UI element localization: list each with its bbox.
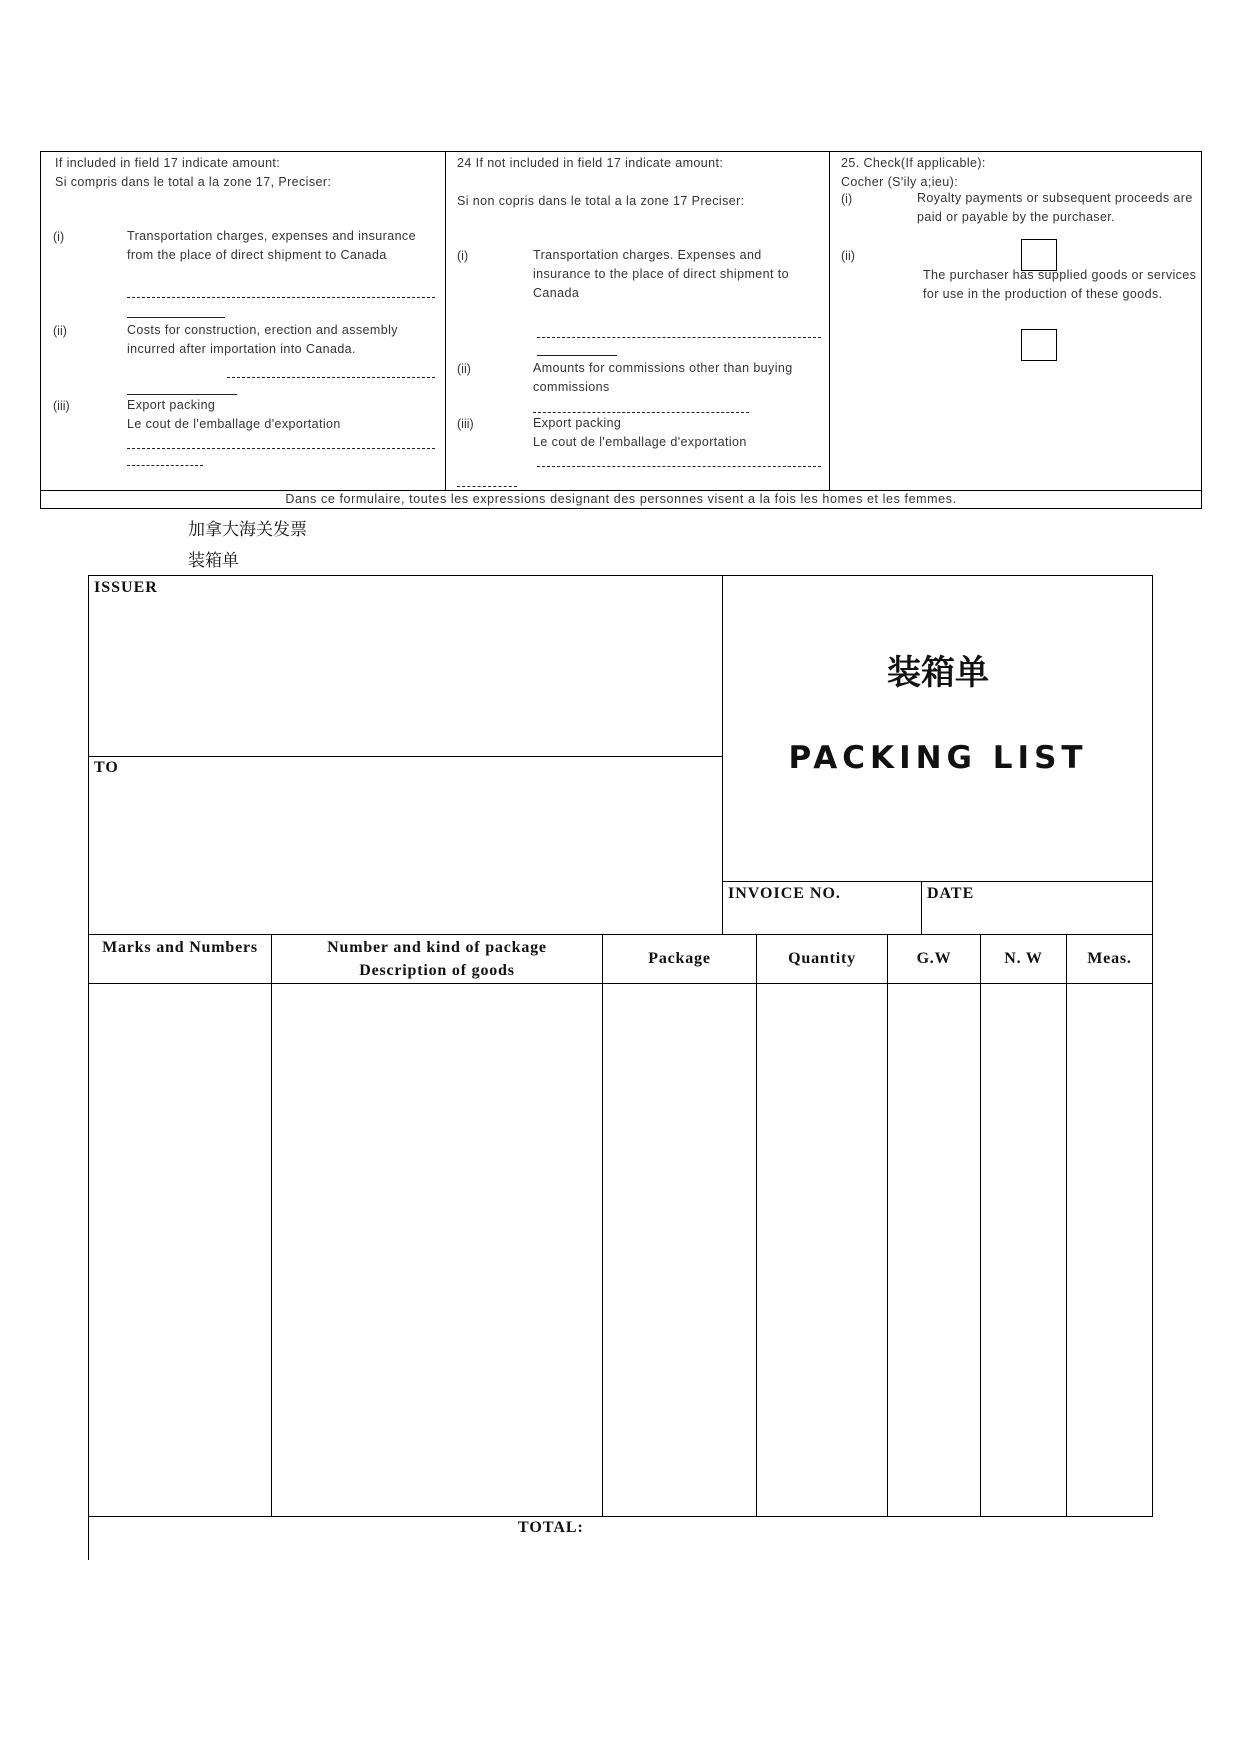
customs-fields-table xyxy=(40,151,1202,509)
nw-cell[interactable] xyxy=(981,984,1066,1516)
col1-item1-num: (i) xyxy=(53,230,65,244)
col1-item3-text-fr: Le cout de l'emballage d'exportation xyxy=(127,417,341,431)
meas-cell[interactable] xyxy=(1067,984,1152,1516)
date-field[interactable] xyxy=(924,907,1150,932)
col-header-nw: N. W xyxy=(1004,950,1043,967)
package-cell[interactable] xyxy=(603,984,756,1516)
col2-item3-entry-line[interactable] xyxy=(537,466,821,467)
marks-cell[interactable] xyxy=(89,984,271,1516)
total-label: TOTAL: xyxy=(518,1519,584,1536)
description-cell[interactable] xyxy=(272,984,602,1516)
col1-item2-num: (ii) xyxy=(53,324,67,338)
col1-intro-en: If included in field 17 indicate amount: xyxy=(55,156,281,170)
col2-item2-entry-line[interactable] xyxy=(533,412,749,413)
col2-intro-fr: Si non copris dans le total a la zone 17 Preciser: xyxy=(457,194,745,208)
col-header-description: Description of goods xyxy=(359,962,515,979)
issuer-label: ISSUER xyxy=(94,579,158,596)
col1-item1-entry-underline xyxy=(127,317,225,318)
packing-list-title-en: PACKING LIST xyxy=(788,740,1088,776)
invoice-no-field[interactable] xyxy=(724,907,918,932)
col1-item2-entry-underline xyxy=(127,394,237,395)
invoice-no-label: INVOICE NO. xyxy=(728,885,841,902)
col3-intro-en: 25. Check(If applicable): xyxy=(841,156,986,170)
col2-item3-text-fr: Le cout de l'emballage d'exportation xyxy=(533,435,747,449)
to-label: TO xyxy=(94,759,119,776)
issuer-field[interactable] xyxy=(90,601,718,753)
col3-item2-num: (ii) xyxy=(841,249,855,263)
packing-list-title-cn: 装箱单 xyxy=(887,653,989,693)
col1-item2-entry-line[interactable] xyxy=(227,377,435,378)
col2-item1-num: (i) xyxy=(457,249,469,263)
col2-item3-num: (iii) xyxy=(457,417,474,431)
col1-item2-text: Costs for construction, erection and assembly incurred after importation into Canada. xyxy=(127,323,398,356)
col-header-gw: G.W xyxy=(916,950,952,967)
col1-item1-text: Transportation charges, expenses and insurance from the place of direct shipment to Canada xyxy=(127,229,416,262)
purchaser-supplied-checkbox[interactable] xyxy=(1021,329,1057,361)
col3-item1-num: (i) xyxy=(841,192,853,206)
col-header-meas: Meas. xyxy=(1087,950,1132,967)
col3-item1-text: Royalty payments or subsequent proceeds are paid or payable by the purchaser. xyxy=(917,191,1193,224)
col-header-package: Package xyxy=(648,950,711,967)
to-field[interactable] xyxy=(90,781,718,931)
col1-item3-text: Export packing xyxy=(127,398,216,412)
col3-intro-fr: Cocher (S'ily a;ieu): xyxy=(841,175,959,189)
gender-footnote: Dans ce formulaire, toutes les expressions designant des personnes visent a la fois les homes et les femmes. xyxy=(285,492,957,506)
col2-item1-entry-line[interactable] xyxy=(537,337,821,338)
col2-item1-text: Transportation charges. Expenses and insurance to the place of direct shipment to Canada xyxy=(533,248,789,300)
col2-item2-num: (ii) xyxy=(457,362,471,376)
gw-cell[interactable] xyxy=(888,984,980,1516)
col2-intro-en: 24 If not included in field 17 indicate amount: xyxy=(457,156,724,170)
col2-item3-text: Export packing xyxy=(533,416,622,430)
date-label: DATE xyxy=(927,885,975,902)
col1-item3-entry-line-2 xyxy=(127,465,203,466)
col1-item3-num: (iii) xyxy=(53,399,70,413)
col-header-marks: Marks and Numbers xyxy=(102,939,258,956)
col-header-number-kind: Number and kind of package xyxy=(327,939,547,956)
col1-intro-fr: Si compris dans le total a la zone 17, Preciser: xyxy=(55,175,332,189)
col1-item1-entry-line[interactable] xyxy=(127,297,435,298)
col2-item2-text: Amounts for commissions other than buying commissions xyxy=(533,361,793,394)
col2-item3-entry-line-2 xyxy=(457,486,517,487)
packing-list-form xyxy=(88,575,1153,1560)
col1-item3-entry-line[interactable] xyxy=(127,448,435,449)
caption-packing-list: 装箱单 xyxy=(188,551,239,571)
col-header-quantity: Quantity xyxy=(788,950,856,967)
col3-item2-text: The purchaser has supplied goods or services for use in the production of these goods. xyxy=(923,268,1197,301)
caption-canada-customs-invoice: 加拿大海关发票 xyxy=(188,520,307,540)
col2-item1-entry-underline xyxy=(537,355,617,356)
quantity-cell[interactable] xyxy=(757,984,887,1516)
